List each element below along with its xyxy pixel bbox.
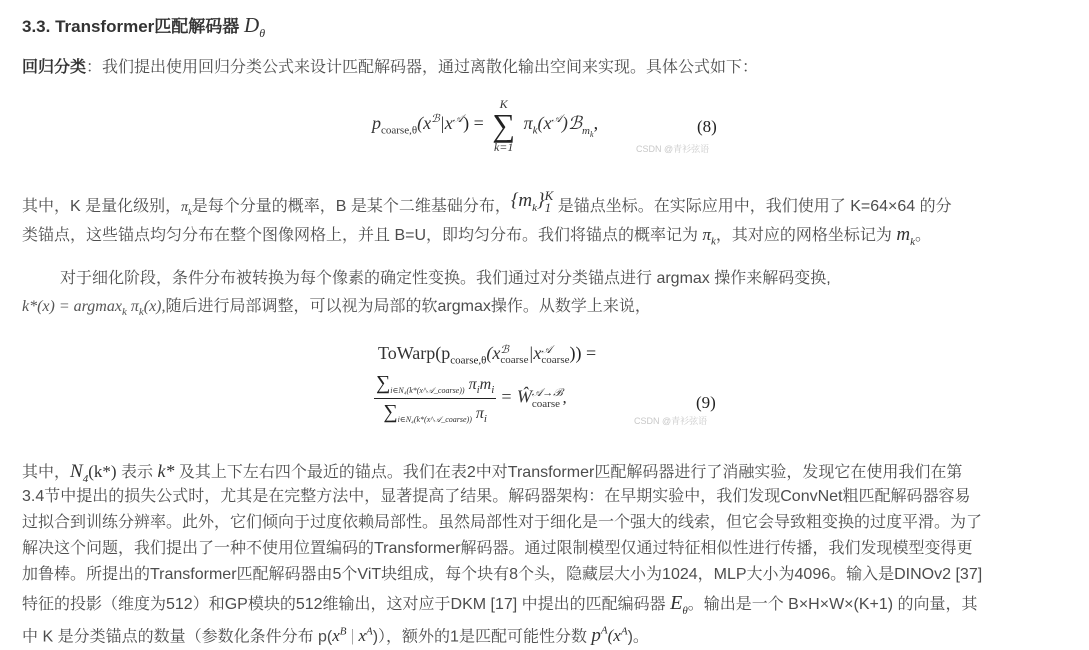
paragraph-architecture-line5: 加鲁棒。所提出的Transformer匹配解码器由5个ViT块组成，每个块有8个头，隐藏层大小为1024，MLP大小为4096。输入是DINOv2 [37] bbox=[22, 566, 983, 583]
equation-9-number: (9) bbox=[696, 393, 716, 412]
paragraph-architecture-line6: 特征的投影（维度为512）和GP模块的512维输出，这对应于DKM [17] 中提出的匹配编码器 $E_\theta$。输出是一个 B×H×W×(K+1) 的向量，其 bbox=[22, 592, 978, 617]
bold-label: 回归分类 bbox=[22, 59, 87, 76]
equation-9-line2: $\frac{\sum_{i\in N_4(k*(x\^{}𝒜\_coarse))} \pi_im_i}{\sum_{i\in N_4(k*(x\^{}𝒜\_coarse))} \pi_i}$ = Ŵ 𝒜→ℬ coarse , bbox=[376, 372, 567, 426]
equation-9-line1: $ToWarp(p_{coarse,\theta}(x$ ℬ coarse |x 𝒜 coarse )) = bbox=[378, 343, 597, 367]
paragraph-quantization-line2: 类锚点，这些锚点均匀分布在整个图像网格上，并且 B=U，即均匀分布。我们将锚点的概率记为 $\pi_k$，其对应的网格坐标记为 $m_k$。 bbox=[22, 224, 931, 248]
paragraph-text: ：我们提出使用回归分类公式来设计匹配解码器，通过离散化输出空间来实现。具体公式如下： bbox=[86, 59, 759, 76]
paragraph-refinement-line2: k*(x) = argmax$_k$ $\pi_k(x)$,随后进行局部调整，可以视为局部的软argmax操作。从数学上来说， bbox=[22, 298, 651, 319]
equation-8-number: (8) bbox=[697, 117, 717, 136]
paragraph-architecture-line2: 3.4节中提出的损失公式时，尤其是在完整方法中，显著提高了结果。解码器架构：在早期实验中，我们发现ConvNet粗匹配解码器容易 bbox=[22, 488, 971, 505]
fraction: $\frac{\sum_{i\in N_4(k*(x\^{}𝒜\_coarse))} \pi_im_i}{\sum_{i\in N_4(k*(x\^{}𝒜\_coarse))} \pi_i}$ bbox=[376, 372, 495, 426]
paragraph-refinement: 对于细化阶段，条件分布被转换为每个像素的确定性变换。我们通过对分类锚点进行 argmax 操作来解码变换, bbox=[60, 270, 831, 287]
paragraph-architecture-line3: 过拟合到训练分辨率。此外，它们倾向于过度依赖局部性。虽然局部性对于细化是一个强大的线索，但它会导致粗变换的过度平滑。为了 bbox=[22, 514, 983, 531]
watermark: CSDN @青衫弦语 bbox=[636, 144, 710, 154]
watermark: CSDN @青衫弦语 bbox=[634, 416, 708, 426]
decoder-symbol: $D_\theta$ bbox=[244, 13, 266, 41]
paragraph-regression-classification bbox=[22, 55, 758, 81]
paragraph-quantization: 其中，K 是量化级别，$\pi_k$是每个分量的概率，B 是某个二维基础分布，$\{m_k\}$ K 1 是锚点坐标。在实际应用中，我们使用了 K=64×64 的分 bbox=[22, 187, 952, 217]
paragraph-architecture-line4: 解决这个问题，我们提出了一种不使用位置编码的Transformer解码器。通过限制模型仅通过特征相似性进行传播，我们发现模型变得更 bbox=[22, 540, 973, 557]
paragraph-architecture-line7: 中 K 是分类锚点的数量（参数化条件分布 $p(x^B$ | $x^A$)），额外的1是匹配可能性分数 $p^A(x^A)$。 bbox=[22, 625, 649, 647]
equation-8: $p_{coarse,\theta}(x^ℬ|x^𝒜)$ = K ∑ k=1 $\pi_k(x^𝒜)ℬ_{m_k}$, bbox=[372, 97, 599, 154]
section-heading bbox=[22, 12, 265, 41]
paragraph-architecture-line1: 其中，$N_4(k*)$ 表示 k* 及其上下左右四个最近的锚点。我们在表2中对Transformer匹配解码器进行了消融实验，发现它在使用我们在第 bbox=[22, 461, 963, 485]
section-title: 3.3. Transformer匹配解码器 bbox=[22, 17, 240, 36]
